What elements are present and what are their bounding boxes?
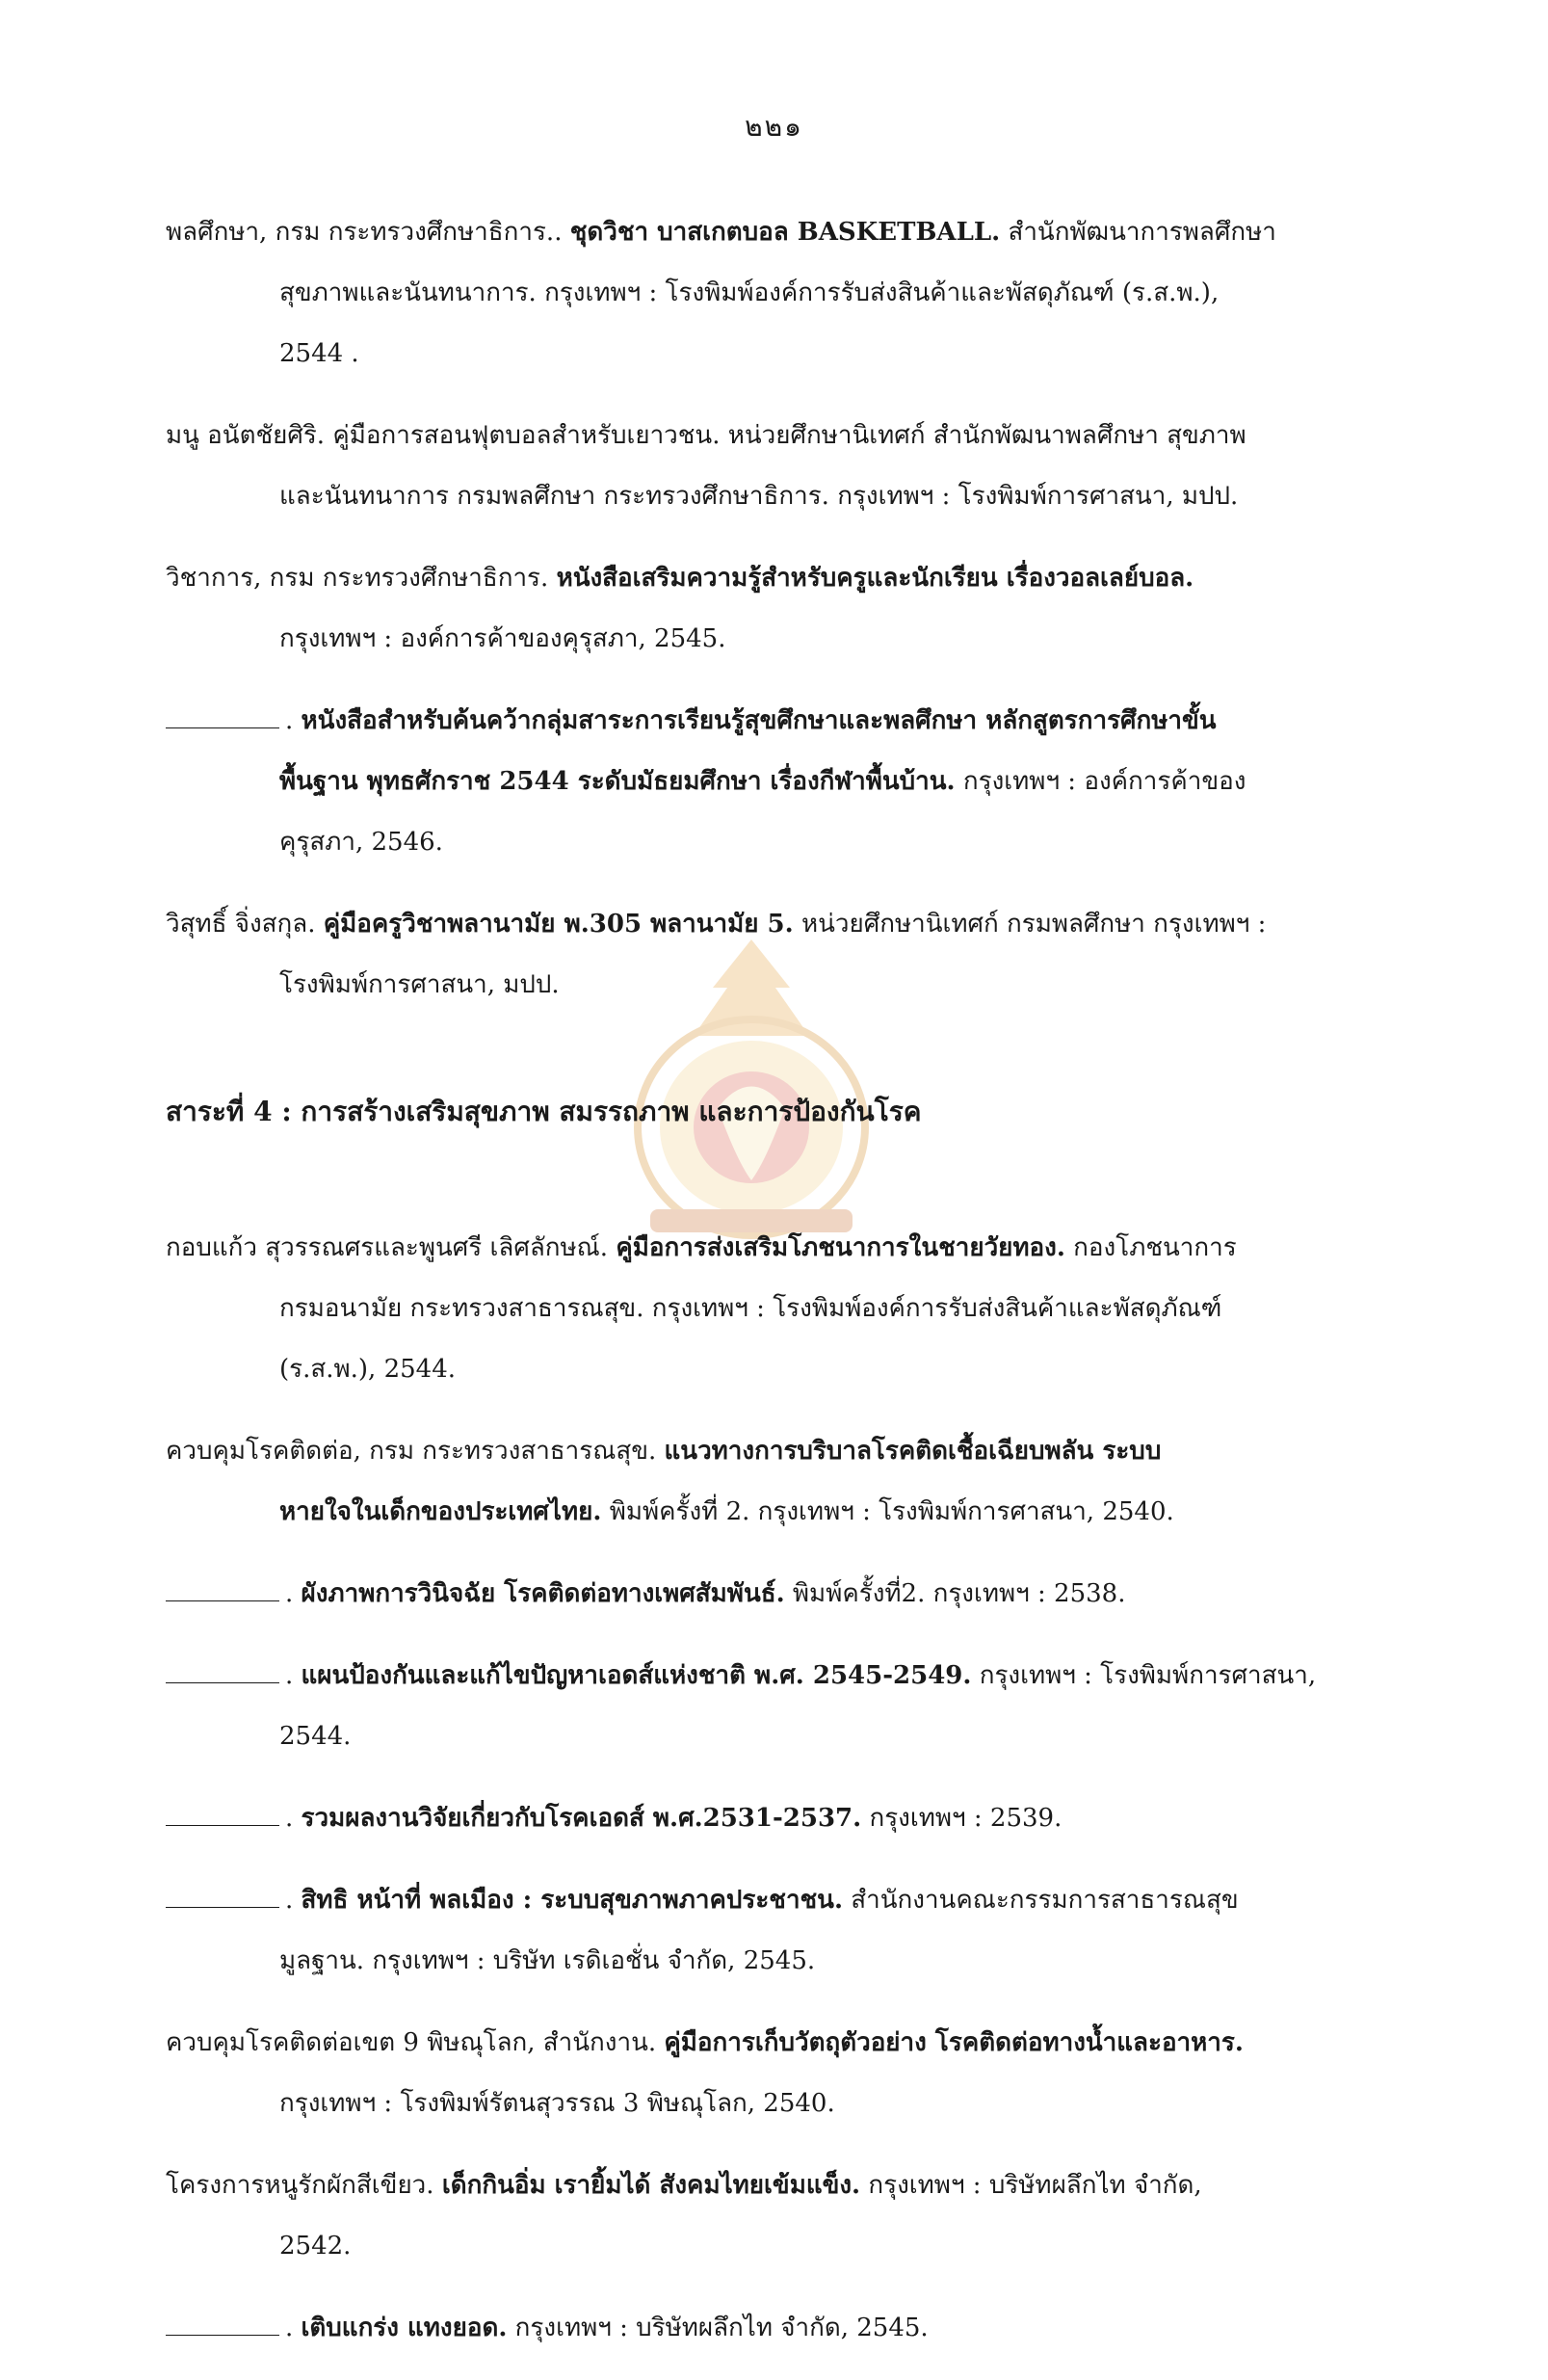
reference-title: หนังสือเสริมความรู้สำหรับครูและนักเรียน เรื่องวอลเลย์บอล.: [556, 564, 1194, 593]
reference-entry: [166, 1421, 1389, 1543]
reference-entry: [166, 2155, 1389, 2277]
reference-line: [166, 1482, 1389, 1543]
reference-title: คู่มือครูวิชาพลานามัย พ.305 พลานามัย 5.: [323, 910, 794, 939]
reference-text: กรุงเทพฯ : โรงพิมพ์รัตนสุวรรณ 3 พิษณุโลก, 2540.: [279, 2089, 835, 2118]
reference-text: และนันทนาการ กรมพลศึกษา กระทรวงศึกษาธิการ. กรุงเทพฯ : โรงพิมพ์การศาสนา, มปป.: [279, 482, 1239, 511]
reference-line: [166, 466, 1389, 527]
reference-entry: [166, 1646, 1389, 1767]
reference-line: [166, 1870, 1389, 1931]
reference-text: กรุงเทพฯ : องค์การค้าของคุรุสภา, 2545.: [279, 624, 726, 653]
reference-title: เด็กกินอิ่ม เรายิ้มได้ สังคมไทยเข้มแข็ง.: [441, 2171, 861, 2200]
reference-line: [166, 324, 1389, 384]
repeated-author-rule: [166, 1681, 279, 1683]
reference-line: [166, 1279, 1389, 1339]
reference-text: ควบคุมโรคติดต่อ, กรม กระทรวงสาธารณสุข.: [166, 1437, 665, 1466]
reference-entry: [166, 1788, 1389, 1849]
reference-entry: [166, 691, 1389, 873]
reference-title: เติบแกร่ง แทงยอด.: [301, 2314, 508, 2342]
reference-text: สำนักงานคณะกรรมการสาธารณสุข: [843, 1886, 1239, 1915]
reference-text: .: [285, 1661, 302, 1690]
reference-text: สำนักพัฒนาการพลศึกษา: [1000, 218, 1276, 247]
reference-entry: [166, 894, 1389, 1016]
reference-text: กรุงเทพฯ : บริษัทผลึกไท จำกัด,: [860, 2171, 1202, 2200]
bibliography-group-2: [166, 1218, 1389, 2359]
reference-title: คู่มือการส่งเสริมโภชนาการในชายวัยทอง.: [616, 1233, 1065, 1262]
reference-line: [166, 1564, 1389, 1625]
reference-text: กอบแก้ว สุวรรณศรและพูนศรี เลิศลักษณ์.: [166, 1233, 617, 1262]
repeated-author-rule: [166, 1824, 279, 1826]
reference-line: [166, 1646, 1389, 1706]
reference-text: มนู อนัตชัยศิริ. คู่มือการสอนฟุตบอลสำหรับเยาวชน. หน่วยศึกษานิเทศก์ สำนักพัฒนาพลศึกษา สุขภาพ: [166, 421, 1246, 450]
bibliography: [166, 202, 1389, 2380]
reference-line: [166, 2155, 1389, 2216]
reference-line: [166, 1706, 1389, 1767]
section-heading: สาระที่ 4 : การสร้างเสริมสุขภาพ สมรรถภาพ และการป้องกันโรค: [166, 1096, 922, 1127]
reference-text: วิสุทธิ์ จิ่งสกุล.: [166, 910, 324, 939]
reference-title: ผังภาพการวินิจฉัย โรคติดต่อทางเพศสัมพันธ์.: [301, 1579, 785, 1608]
reference-title: รวมผลงานวิจัยเกี่ยวกับโรคเอดส์ พ.ศ.2531-2537.: [301, 1804, 862, 1833]
reference-line: [166, 752, 1389, 812]
reference-line: [166, 2074, 1389, 2134]
reference-text: ควบคุมโรคติดต่อเขต 9 พิษณุโลก, สำนักงาน.: [166, 2028, 665, 2057]
reference-title: สิทธิ หน้าที่ พลเมือง : ระบบสุขภาพภาคประชาชน.: [301, 1886, 844, 1915]
reference-text: พลศึกษา, กรม กระทรวงศึกษาธิการ..: [166, 218, 570, 247]
reference-text: กรุงเทพฯ : องค์การค้าของ: [955, 767, 1246, 796]
reference-entry: [166, 406, 1389, 527]
reference-title: หนังสือสำหรับค้นคว้ากลุ่มสาระการเรียนรู้สุขศึกษาและพลศึกษา หลักสูตรการศึกษาขั้น: [301, 706, 1217, 735]
page-number: ๒๒๑: [745, 111, 803, 143]
reference-line: [166, 1788, 1389, 1849]
reference-text: 2542.: [279, 2232, 352, 2261]
reference-entry: [166, 1218, 1389, 1400]
reference-text: 2544.: [279, 1722, 352, 1751]
reference-line: [166, 2298, 1389, 2359]
reference-line: [166, 2013, 1389, 2074]
reference-text: กรุงเทพฯ : โรงพิมพ์การศาสนา,: [971, 1661, 1317, 1690]
reference-entry: [166, 548, 1389, 670]
reference-title: แผนป้องกันและแก้ไขปัญหาเอดส์แห่งชาติ พ.ศ. 2545-2549.: [301, 1661, 972, 1690]
reference-line: [166, 812, 1389, 873]
reference-title: หายใจในเด็กของประเทศไทย.: [279, 1497, 602, 1526]
repeated-author-rule: [166, 727, 279, 728]
reference-text: พิมพ์ครั้งที่ 2. กรุงเทพฯ : โรงพิมพ์การศาสนา, 2540.: [601, 1497, 1174, 1526]
reference-entry: [166, 2298, 1389, 2359]
reference-text: .: [285, 1579, 302, 1608]
reference-text: 2544 .: [279, 339, 359, 368]
reference-line: [166, 263, 1389, 324]
reference-text: .: [285, 1886, 302, 1915]
reference-text: มูลฐาน. กรุงเทพฯ : บริษัท เรดิเอชั่น จำกัด, 2545.: [279, 1946, 816, 1975]
reference-text: กรมอนามัย กระทรวงสาธารณสุข. กรุงเทพฯ : โรงพิมพ์องค์การรับส่งสินค้าและพัสดุภัณฑ์: [279, 1294, 1222, 1323]
reference-text: พิมพ์ครั้งที่2. กรุงเทพฯ : 2538.: [784, 1579, 1126, 1608]
reference-text: .: [285, 2314, 302, 2342]
reference-line: [166, 1339, 1389, 1400]
reference-line: [166, 1218, 1389, 1279]
reference-text: .: [285, 1804, 302, 1833]
reference-text: กรุงเทพฯ : บริษัทผลึกไท จำกัด, 2545.: [507, 2314, 929, 2342]
repeated-author-rule: [166, 2334, 279, 2336]
reference-line: [166, 609, 1389, 670]
reference-entry: [166, 2013, 1389, 2134]
reference-line: [166, 406, 1389, 466]
reference-text: สุขภาพและนันทนาการ. กรุงเทพฯ : โรงพิมพ์องค์การรับส่งสินค้าและพัสดุภัณฑ์ (ร.ส.พ.),: [279, 278, 1220, 307]
reference-line: [166, 202, 1389, 263]
reference-title: คู่มือการเก็บวัตถุตัวอย่าง โรคติดต่อทางน้ำและอาหาร.: [664, 2028, 1244, 2057]
reference-entry: [166, 202, 1389, 384]
reference-title: พื้นฐาน พุทธศักราช 2544 ระดับมัธยมศึกษา เรื่องกีฬาพื้นบ้าน.: [279, 767, 956, 796]
reference-text: (ร.ส.พ.), 2544.: [279, 1355, 457, 1384]
reference-line: [166, 1931, 1389, 1992]
reference-text: คุรุสภา, 2546.: [279, 828, 443, 857]
reference-entry: [166, 1564, 1389, 1625]
reference-entry: [166, 1870, 1389, 1992]
reference-text: วิชาการ, กรม กระทรวงศึกษาธิการ.: [166, 564, 557, 593]
reference-line: [166, 2216, 1389, 2277]
reference-text: กองโภชนาการ: [1064, 1233, 1237, 1262]
reference-text: โรงพิมพ์การศาสนา, มปป.: [279, 970, 560, 999]
reference-title: แนวทางการบริบาลโรคติดเชื้อเฉียบพลัน ระบบ: [664, 1437, 1162, 1466]
reference-line: [166, 1421, 1389, 1482]
reference-line: [166, 894, 1389, 955]
repeated-author-rule: [166, 1600, 279, 1601]
reference-title: ชุดวิชา บาสเกตบอล BASKETBALL.: [569, 218, 1001, 247]
reference-text: โครงการหนูรักผักสีเขียว.: [166, 2171, 442, 2200]
reference-line: [166, 548, 1389, 609]
reference-text: กรุงเทพฯ : 2539.: [861, 1804, 1063, 1833]
repeated-author-rule: [166, 1906, 279, 1908]
bibliography-group-1: [166, 202, 1389, 1016]
reference-line: [166, 691, 1389, 752]
reference-text: .: [285, 706, 302, 735]
reference-text: หน่วยศึกษานิเทศก์ กรมพลศึกษา กรุงเทพฯ :: [793, 910, 1267, 939]
reference-line: [166, 955, 1389, 1016]
